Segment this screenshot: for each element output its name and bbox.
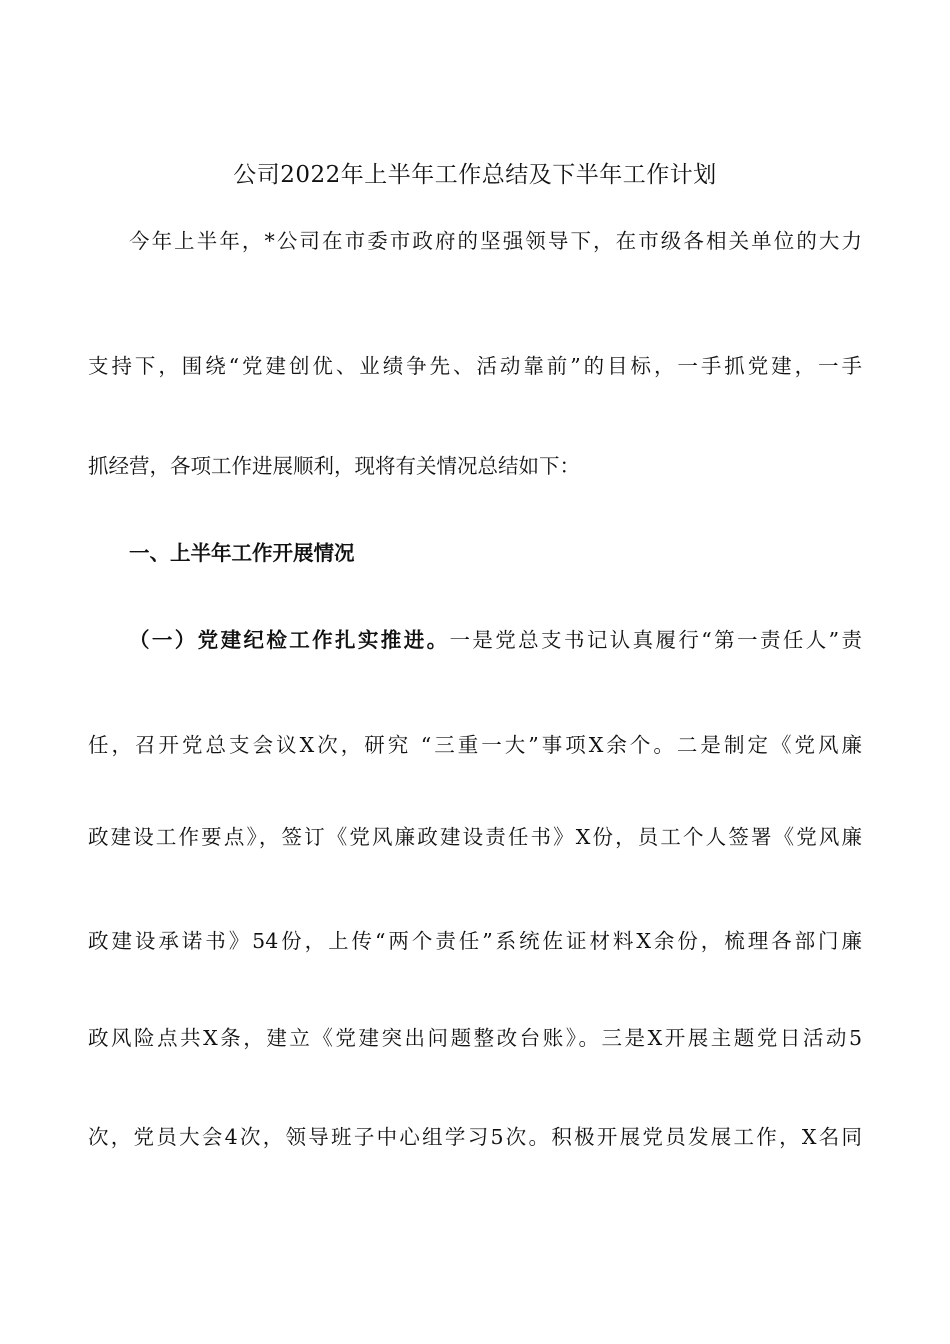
paragraph-line: 次，党员大会4次，领导班子中心组学习5次。积极开展党员发展工作，X名同 (88, 1125, 862, 1149)
subsection-first-line (129, 624, 862, 656)
paragraph-line: 任，召开党总支会议X次，研究 “三重一大”事项X余个。二是制定《党风廉 (88, 733, 862, 757)
paragraph-line: 政风险点共X条，建立《党建突出问题整改台账》。三是X开展主题党日活动5 (88, 1026, 862, 1050)
subsection-bold-lead: （一）党建纪检工作扎实推进。 (129, 628, 450, 652)
paragraph-line: 政建设工作要点》，签订《党风廉政建设责任书》X份，员工个人签署《党风廉 (88, 825, 862, 849)
intro-line-1: 今年上半年，*公司在市委市政府的坚强领导下，在市级各相关单位的大力 (129, 229, 862, 253)
subsection-first-line-rest: 一是党总支书记认真履行“第一责任人”责 (449, 628, 862, 652)
section-heading: 一、上半年工作开展情况 (129, 541, 355, 565)
intro-line-2: 支持下，围绕“党建创优、业绩争先、活动靠前”的目标，一手抓党建，一手 (88, 354, 862, 378)
paragraph-line: 政建设承诺书》54份，上传“两个责任”系统佐证材料X余份，梳理各部门廉 (88, 929, 862, 953)
intro-line-3: 抓经营，各项工作进展顺利，现将有关情况总结如下： (88, 454, 580, 478)
document-title: 公司2022年上半年工作总结及下半年工作计划 (233, 162, 717, 188)
